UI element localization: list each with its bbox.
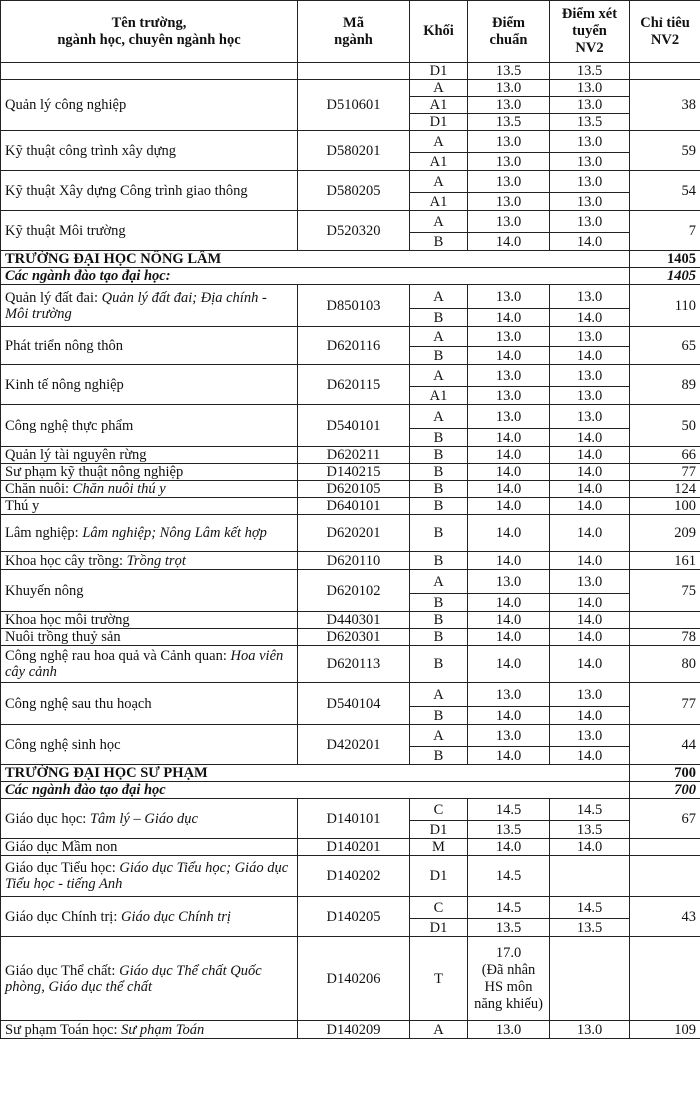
exam-block: A [410,285,468,309]
nv2-score [550,937,630,1021]
standard-score: 14.0 [468,447,550,464]
nv2-quota: 44 [630,725,700,765]
table-row [1,481,700,498]
header-block: Khối [410,1,468,63]
program-name [1,515,298,552]
nv2-quota: 67 [630,799,700,839]
standard-score: 13.0 [468,327,550,347]
standard-score: 13.0 [468,171,550,193]
table-row [1,856,700,897]
program-name-text: Phát triển nông thôn [5,337,124,354]
exam-block: B [410,481,468,498]
quota-total: 1405 [630,251,700,268]
exam-block: A1 [410,97,468,114]
program-name [1,683,298,725]
exam-block: B [410,429,468,447]
program-code: D540104 [298,683,410,725]
exam-block: B [410,515,468,552]
exam-block: A [410,80,468,97]
program-name [1,612,298,629]
specialization-text: Hoa viên cây cảnh [5,648,284,680]
nv2-score: 13.0 [550,1021,630,1039]
exam-block: A [410,365,468,387]
nv2-quota: 59 [630,131,700,171]
standard-score: 13.0 [468,211,550,233]
standard-score: 14.0 [468,594,550,612]
program-code: D640101 [298,498,410,515]
nv2-score: 14.0 [550,498,630,515]
standard-score: 14.0 [468,747,550,765]
program-name [1,799,298,839]
specialization-text: Trồng trọt [126,552,186,569]
program-code: D580201 [298,131,410,171]
program-code: D620113 [298,646,410,683]
program-name-text: Thú y [5,498,40,514]
standard-score: 13.5 [468,821,550,839]
program-code: D510601 [298,80,410,131]
header-score: Điểm chuẩn [468,1,550,63]
nv2-score: 14.0 [550,309,630,327]
nv2-score: 13.0 [550,725,630,747]
nv2-quota: 50 [630,405,700,447]
program-name-text: Sư phạm kỹ thuật nông nghiệp [5,464,184,480]
program-name [1,570,298,612]
table-row [1,498,700,515]
standard-score: 13.0 [468,387,550,405]
table-row [1,327,700,347]
exam-block: A [410,570,468,594]
program-code: D140202 [298,856,410,897]
header-code: Mã ngành [298,1,410,63]
nv2-quota: 7 [630,211,700,251]
program-code: D620102 [298,570,410,612]
program-name-text: Kỹ thuật Môi trường [5,222,126,239]
exam-block: B [410,552,468,570]
nv2-score: 13.5 [550,63,630,80]
nv2-quota: 209 [630,515,700,552]
standard-score: 14.0 [468,552,550,570]
nv2-score: 13.5 [550,114,630,131]
specialization-text: Lâm nghiệp; Nông Lâm kết hợp [82,525,267,541]
program-name-text: Công nghệ sinh học [5,736,121,753]
program-name [1,937,298,1021]
program-code: D140101 [298,799,410,839]
exam-block: A1 [410,193,468,211]
header-row [1,1,700,63]
table-row [1,937,700,1021]
nv2-score: 13.5 [550,919,630,937]
exam-block: B [410,447,468,464]
program-name-text: Công nghệ sau thu hoạch [5,695,152,712]
standard-score: 14.0 [468,515,550,552]
table-row [1,1021,700,1039]
exam-block: B [410,498,468,515]
standard-score: 14.5 [468,799,550,821]
program-code: D620201 [298,515,410,552]
standard-score: 13.0 [468,365,550,387]
nv2-score: 14.0 [550,347,630,365]
nv2-quota: 124 [630,481,700,498]
nv2-score: 14.0 [550,839,630,856]
standard-score: 14.5 [468,856,550,897]
nv2-quota: 100 [630,498,700,515]
program-name-text: Giáo dục Thể chất: [5,962,120,979]
header-quota: Chỉ tiêu NV2 [630,1,700,63]
section-row [1,251,700,268]
standard-score: 13.0 [468,153,550,171]
program-name [1,481,298,498]
exam-block: D1 [410,114,468,131]
exam-block: D1 [410,856,468,897]
nv2-quota: 161 [630,552,700,570]
nv2-score: 13.5 [550,821,630,839]
program-code: D540101 [298,405,410,447]
nv2-score: 14.5 [550,897,630,919]
nv2-quota [630,856,700,897]
exam-block: B [410,594,468,612]
header-name: Tên trường, ngành học, chuyên ngành học [1,1,298,63]
nv2-quota [630,612,700,629]
nv2-quota: 109 [630,1021,700,1039]
program-name-text: Giáo dục Tiểu học: [5,860,120,876]
nv2-score: 13.0 [550,193,630,211]
exam-block: A [410,405,468,429]
nv2-score: 14.0 [550,481,630,498]
program-name-text: Sư phạm Toán học: [5,1021,122,1038]
school-name: TRƯỜNG ĐẠI HỌC SƯ PHẠM [1,765,630,782]
exam-block: C [410,799,468,821]
nv2-quota [630,839,700,856]
standard-score: 14.5 [468,897,550,919]
program-code: D140201 [298,839,410,856]
nv2-quota: 77 [630,683,700,725]
nv2-quota: 66 [630,447,700,464]
standard-score: 13.0 [468,725,550,747]
exam-block: A1 [410,153,468,171]
standard-score: 14.0 [468,839,550,856]
nv2-score: 14.0 [550,646,630,683]
program-code: D620301 [298,629,410,646]
program-name [1,365,298,405]
program-name [1,405,298,447]
program-code: D440301 [298,612,410,629]
program-name-text: Công nghệ rau hoa quả và Cảnh quan: [5,648,231,664]
program-code: D140209 [298,1021,410,1039]
program-name [1,285,298,327]
exam-block: A [410,1021,468,1039]
program-code: D140206 [298,937,410,1021]
quota-total: 1405 [630,268,700,285]
nv2-score: 13.0 [550,570,630,594]
standard-score: 13.0 [468,570,550,594]
program-name-text: Khoa học môi trường [5,612,130,628]
nv2-quota [630,937,700,1021]
nv2-score: 13.0 [550,97,630,114]
program-name-text: Chăn nuôi: [5,481,73,497]
program-name [1,80,298,131]
nv2-score: 13.0 [550,153,630,171]
program-name [1,552,298,570]
nv2-score: 14.0 [550,594,630,612]
nv2-quota: 110 [630,285,700,327]
table-row [1,515,700,552]
standard-score: 13.0 [468,683,550,707]
standard-score: 14.0 [468,309,550,327]
standard-score: 13.0 [468,193,550,211]
nv2-score: 14.5 [550,799,630,821]
program-name-text: Giáo dục Mầm non [5,839,118,855]
specialization-text: Sư phạm Toán [121,1021,205,1038]
program-name [1,171,298,211]
program-name [1,464,298,481]
program-code: D520320 [298,211,410,251]
program-name-text: Quản lý tài nguyên rừng [5,447,147,463]
program-code: D580205 [298,171,410,211]
exam-block: A1 [410,387,468,405]
standard-score: 14.0 [468,707,550,725]
program-name [1,897,298,937]
section-label: Các ngành đào tạo đại học: [1,268,630,285]
exam-block: D1 [410,919,468,937]
exam-block: B [410,347,468,365]
program-code: D620116 [298,327,410,365]
section-label: Các ngành đào tạo đại học [1,782,630,799]
table-row [1,405,700,429]
exam-block: A [410,171,468,193]
standard-score: 14.0 [468,629,550,646]
nv2-score: 14.0 [550,464,630,481]
standard-score: 13.0 [468,405,550,429]
nv2-score: 14.0 [550,515,630,552]
program-name [1,498,298,515]
specialization-text: Giáo dục Thể chất Quốc phòng, Giáo dục thể chất [5,962,262,995]
program-name [1,856,298,897]
program-name-text: Giáo dục học: [5,810,90,827]
program-name [1,725,298,765]
program-name [1,1021,298,1039]
program-code: D140215 [298,464,410,481]
standard-score: 14.0 [468,498,550,515]
nv2-score: 14.0 [550,612,630,629]
standard-score: 13.5 [468,114,550,131]
exam-block: A [410,131,468,153]
program-code: D620110 [298,552,410,570]
program-code: D140205 [298,897,410,937]
exam-block: B [410,233,468,251]
standard-score: 14.0 [468,464,550,481]
program-name-text: Giáo dục Chính trị: [5,908,121,925]
program-name-text: Công nghệ thực phẩm [5,417,134,434]
nv2-score: 14.0 [550,233,630,251]
program-code: D420201 [298,725,410,765]
exam-block: A [410,683,468,707]
program-name-text: Quản lý đất đai: [5,289,102,306]
program-name-text: Kinh tế nông nghiệp [5,376,124,393]
nv2-quota [630,63,700,80]
standard-score: 13.0 [468,285,550,309]
table-body [1,63,700,1039]
nv2-score: 14.0 [550,552,630,570]
standard-score: 13.0 [468,1021,550,1039]
standard-score: 13.0 [468,131,550,153]
standard-score: 14.0 [468,429,550,447]
program-code: D620105 [298,481,410,498]
table-row [1,464,700,481]
exam-block: C [410,897,468,919]
standard-score: 13.0 [468,97,550,114]
standard-score: 14.0 [468,612,550,629]
nv2-quota: 89 [630,365,700,405]
standard-score: 13.5 [468,919,550,937]
table-row [1,629,700,646]
table-row [1,63,700,80]
nv2-score: 13.0 [550,131,630,153]
exam-block: A [410,725,468,747]
program-name [1,63,298,80]
table-row [1,552,700,570]
nv2-score [550,856,630,897]
program-name-text: Kỹ thuật Xây dựng Công trình giao thông [5,182,248,199]
program-name-text: Kỹ thuật công trình xây dựng [5,142,176,159]
nv2-quota: 77 [630,464,700,481]
table-row [1,171,700,193]
standard-score: 14.0 [468,347,550,365]
nv2-score: 14.0 [550,747,630,765]
nv2-quota: 54 [630,171,700,211]
standard-score: 14.0 [468,646,550,683]
program-name [1,131,298,171]
table-row [1,447,700,464]
nv2-score: 14.0 [550,629,630,646]
program-code: D620211 [298,447,410,464]
program-code [298,63,410,80]
exam-block: A [410,211,468,233]
nv2-score: 13.0 [550,211,630,233]
exam-block: T [410,937,468,1021]
specialization-text: Giáo dục Chính trị [121,908,231,925]
table-row [1,646,700,683]
table-row [1,80,700,97]
table-row [1,211,700,233]
program-name [1,629,298,646]
table-row [1,285,700,309]
quota-total: 700 [630,782,700,799]
section-row [1,765,700,782]
table-row [1,799,700,821]
standard-score: 13.0 [468,80,550,97]
specialization-text: Chăn nuôi thú y [72,481,166,497]
exam-block: B [410,707,468,725]
nv2-score: 13.0 [550,327,630,347]
nv2-quota: 38 [630,80,700,131]
nv2-score: 14.0 [550,429,630,447]
nv2-score: 13.0 [550,387,630,405]
nv2-score: 14.0 [550,447,630,464]
specialization-text: Giáo dục Tiểu học; Giáo dục Tiểu học - tiếng Anh [5,860,289,892]
program-name-text: Khoa học cây trồng: [5,552,127,569]
exam-block: A [410,327,468,347]
table-row [1,897,700,919]
nv2-quota: 78 [630,629,700,646]
program-name [1,447,298,464]
nv2-score: 13.0 [550,365,630,387]
table-row [1,839,700,856]
nv2-score: 13.0 [550,285,630,309]
subsection-row [1,782,700,799]
exam-block: B [410,646,468,683]
exam-block: D1 [410,821,468,839]
program-code: D620115 [298,365,410,405]
exam-block: B [410,309,468,327]
table-row [1,365,700,387]
nv2-score: 13.0 [550,171,630,193]
program-name [1,839,298,856]
nv2-quota: 65 [630,327,700,365]
table-row [1,612,700,629]
specialization-text: Tâm lý – Giáo dục [89,810,198,827]
exam-block: B [410,612,468,629]
nv2-quota: 43 [630,897,700,937]
standard-score: 13.5 [468,63,550,80]
specialization-text: Quản lý đất đai; Địa chính - Môi trường [5,289,267,322]
quota-total: 700 [630,765,700,782]
header-nv2-score: Điểm xét tuyển NV2 [550,1,630,63]
standard-score: 17.0 (Đã nhân HS môn năng khiếu) [468,937,550,1021]
exam-block: B [410,747,468,765]
program-name [1,327,298,365]
exam-block: B [410,464,468,481]
standard-score: 14.0 [468,481,550,498]
nv2-score: 13.0 [550,405,630,429]
nv2-quota: 75 [630,570,700,612]
nv2-score: 13.0 [550,683,630,707]
subsection-row [1,268,700,285]
table-row [1,683,700,707]
program-name-text: Quản lý công nghiệp [5,97,127,113]
program-name [1,211,298,251]
exam-block: B [410,629,468,646]
table-row [1,570,700,594]
program-name-text: Nuôi trồng thuỷ sản [5,629,121,645]
table-row [1,725,700,747]
table-row [1,131,700,153]
program-name-text: Lâm nghiệp: [5,525,83,541]
exam-block: M [410,839,468,856]
program-code: D850103 [298,285,410,327]
nv2-score: 13.0 [550,80,630,97]
standard-score: 14.0 [468,233,550,251]
school-name: TRƯỜNG ĐẠI HỌC NÔNG LÂM [1,251,630,268]
nv2-quota: 80 [630,646,700,683]
exam-block: D1 [410,63,468,80]
program-name-text: Khuyến nông [5,582,84,599]
program-name [1,646,298,683]
nv2-score: 14.0 [550,707,630,725]
